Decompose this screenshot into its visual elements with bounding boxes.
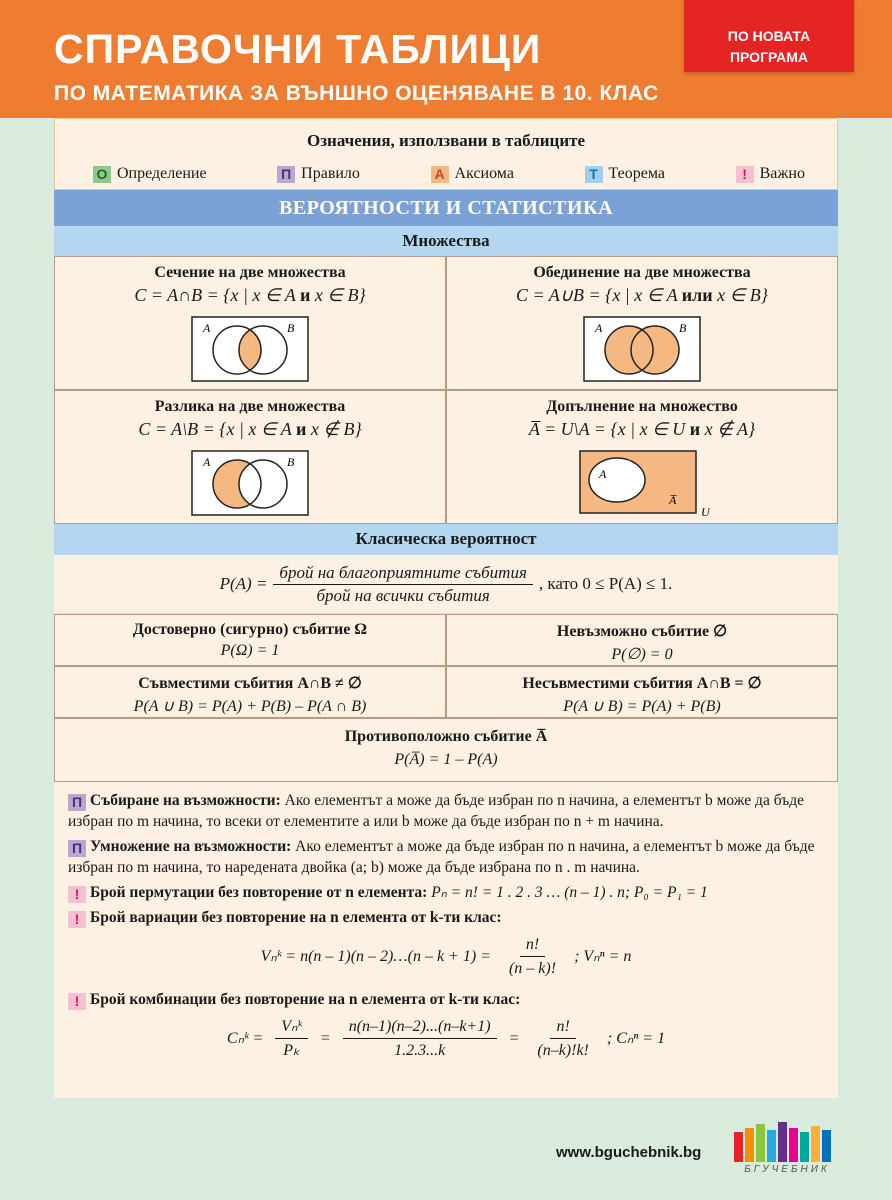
rule-icon: П: [68, 794, 86, 811]
legend-title: Означения, използвани в таблиците: [306, 131, 586, 150]
multiplication-rule-text: Ако елементът a може да бъде избран по n начина, а елементът b може да бъде избран по m начина, то наредената двойка (a; b) може да бъде избрана по n . m начина.: [68, 838, 815, 876]
intersection-cell: [54, 256, 446, 390]
probability-numerator: брой на благоприятните събития: [273, 563, 532, 585]
impossible-event-title: Невъзможно събитие ∅: [556, 623, 728, 640]
permutations-rule-head: Брой пермутации без повторение от n елемента:: [90, 884, 428, 901]
permutations-rule: [68, 882, 824, 903]
badge-line-2: ПРОГРАМА: [729, 49, 809, 65]
legend-item-theorem: [585, 165, 665, 183]
legend-label: Теорема: [608, 165, 665, 182]
important-icon: !: [68, 886, 86, 903]
union-venn-diagram: [583, 316, 701, 382]
rule-icon: П: [68, 840, 86, 857]
publisher-logo: [732, 1118, 842, 1178]
legend-label: Определение: [117, 165, 207, 182]
svg-text:A: A: [203, 321, 211, 335]
svg-text:U: U: [701, 505, 710, 518]
intersection-title: Сечение на две множества: [154, 264, 346, 281]
svg-text:A̅: A̅: [669, 493, 677, 507]
variations-rule-head: Брой вариации без повторение на n елемента от k-ти клас:: [90, 909, 502, 926]
certain-event-cell: [54, 614, 446, 666]
svg-text:B: B: [287, 321, 295, 335]
union-formula: C = A∪B = {x | x ∈ A или x ∈ B}: [515, 285, 768, 305]
legend-label: Правило: [301, 165, 360, 182]
variations-formula: Vₙᵏ = n(n – 1)(n – 2)…(n – k + 1) = $\frac{n!}{(n - k)!}$ ; Vₙⁿ = n: [260, 936, 632, 977]
classical-probability-formula: [54, 555, 838, 613]
legend-panel: [54, 118, 838, 190]
union-cell: [446, 256, 838, 390]
svg-text:B: B: [287, 455, 295, 469]
difference-title: Разлика на две множества: [154, 398, 346, 415]
svg-text:A: A: [599, 467, 607, 481]
combinatorics-rules: [54, 782, 838, 1098]
program-badge: [684, 0, 854, 72]
compatible-events-cell: [54, 666, 446, 718]
badge-line-1: ПО НОВАТА: [727, 28, 811, 44]
logo-text: БГУЧЕБНИК: [744, 1164, 830, 1175]
certain-event-title: Достоверно (сигурно) събитие Ω: [132, 621, 368, 638]
intersection-venn-diagram: [191, 316, 309, 382]
legend-item-axiom: [431, 165, 514, 183]
opposite-event-cell: [54, 718, 838, 782]
legend-row: [55, 165, 837, 183]
svg-text:A: A: [595, 321, 603, 335]
combinations-rule: [68, 989, 824, 1010]
page-title: СПРАВОЧНИ ТАБЛИЦИ: [54, 26, 542, 72]
impossible-event-formula: P(∅) = 0: [611, 646, 673, 663]
probability-fraction: [273, 563, 532, 606]
important-icon: !: [68, 993, 86, 1010]
important-icon: !: [68, 911, 86, 928]
books-icon: [732, 1118, 842, 1164]
intersection-formula: C = A∩B = {x | x ∈ A и x ∈ B}: [134, 285, 366, 305]
combinations-rule-head: Брой комбинации без повторение на n елемента от k-ти клас:: [90, 991, 521, 1008]
svg-text:B: B: [679, 321, 687, 335]
section-title: ВЕРОЯТНОСТИ И СТАТИСТИКА: [54, 190, 838, 226]
addition-rule-head: Събиране на възможности:: [90, 792, 281, 809]
incompatible-events-formula: P(A ∪ B) = P(A) + P(B): [563, 698, 721, 715]
multiplication-rule: [68, 836, 824, 878]
complement-cell: [446, 390, 838, 524]
axiom-icon: А: [431, 166, 449, 183]
incompatible-events-cell: [446, 666, 838, 718]
difference-formula: C = A\B = {x | x ∈ A и x ∉ B}: [138, 419, 362, 439]
legend-label: Важно: [759, 165, 805, 182]
incompatible-events-title: Несъвместими събития A∩B = ∅: [522, 675, 762, 692]
definition-icon: О: [93, 166, 111, 183]
theorem-icon: Т: [585, 166, 603, 183]
svg-text:A: A: [203, 455, 211, 469]
sets-heading: Множества: [54, 226, 838, 256]
opposite-event-title: Противоположно събитие A̅: [344, 728, 548, 745]
union-title: Обединение на две множества: [533, 264, 751, 281]
permutations-formula: Pₙ = n! = 1 . 2 . 3 … (n – 1) . n; P₀ = P₁ = 1: [427, 884, 708, 901]
important-icon: !: [736, 166, 754, 183]
difference-venn-diagram: [191, 450, 309, 516]
legend-item-important: [736, 165, 805, 183]
addition-rule: [68, 790, 824, 832]
compatible-events-formula: P(A ∪ B) = P(A) + P(B) – P(A ∩ B): [133, 698, 367, 715]
addition-rule-text: Ако елементът a може да бъде избран по n начина, а елементът b може да бъде избран по m начина, то всеки от елементите a или b може да бъде избран по n + m начина.: [68, 792, 804, 830]
multiplication-rule-head: Умножение на възможности:: [90, 838, 292, 855]
variations-rule: [68, 907, 824, 928]
opposite-event-formula: P(A̅) = 1 – P(A): [394, 751, 498, 768]
compatible-events-title: Съвместими събития A∩B ≠ ∅: [138, 675, 362, 692]
website-link[interactable]: www.bguchebnik.bg: [556, 1144, 702, 1161]
probability-denominator: брой на всички събития: [316, 585, 490, 605]
legend-item-definition: [93, 165, 207, 183]
probability-condition: , като 0 ≤ P(A) ≤ 1.: [538, 574, 673, 593]
complement-formula: A̅ = U\A = {x | x ∈ U и x ∉ A}: [528, 419, 756, 439]
difference-cell: [54, 390, 446, 524]
legend-item-rule: [277, 165, 360, 183]
complement-title: Допълнение на множество: [546, 398, 738, 415]
complement-venn-diagram: [579, 450, 713, 518]
combinations-formula: Cₙᵏ = $\frac{\text{Vₙᵏ}}{\text{Pₖ}}$ = $\frac{n(n-1)(n-2)...(n-k+1)}{1.2.3...k}$ = $\frac{n!}{(n-k)!k!}$ ; Cₙⁿ = 1: [226, 1018, 666, 1059]
classical-probability-heading: Класическа вероятност: [54, 524, 838, 555]
page-subtitle: ПО МАТЕМАТИКА ЗА ВЪНШНО ОЦЕНЯВАНЕ В 10. КЛАС: [54, 82, 659, 105]
legend-label: Аксиома: [454, 165, 514, 182]
certain-event-formula: P(Ω) = 1: [220, 642, 280, 659]
rule-icon: П: [277, 166, 295, 183]
impossible-event-cell: [446, 614, 838, 666]
probability-lhs: P(A) =: [219, 574, 268, 593]
